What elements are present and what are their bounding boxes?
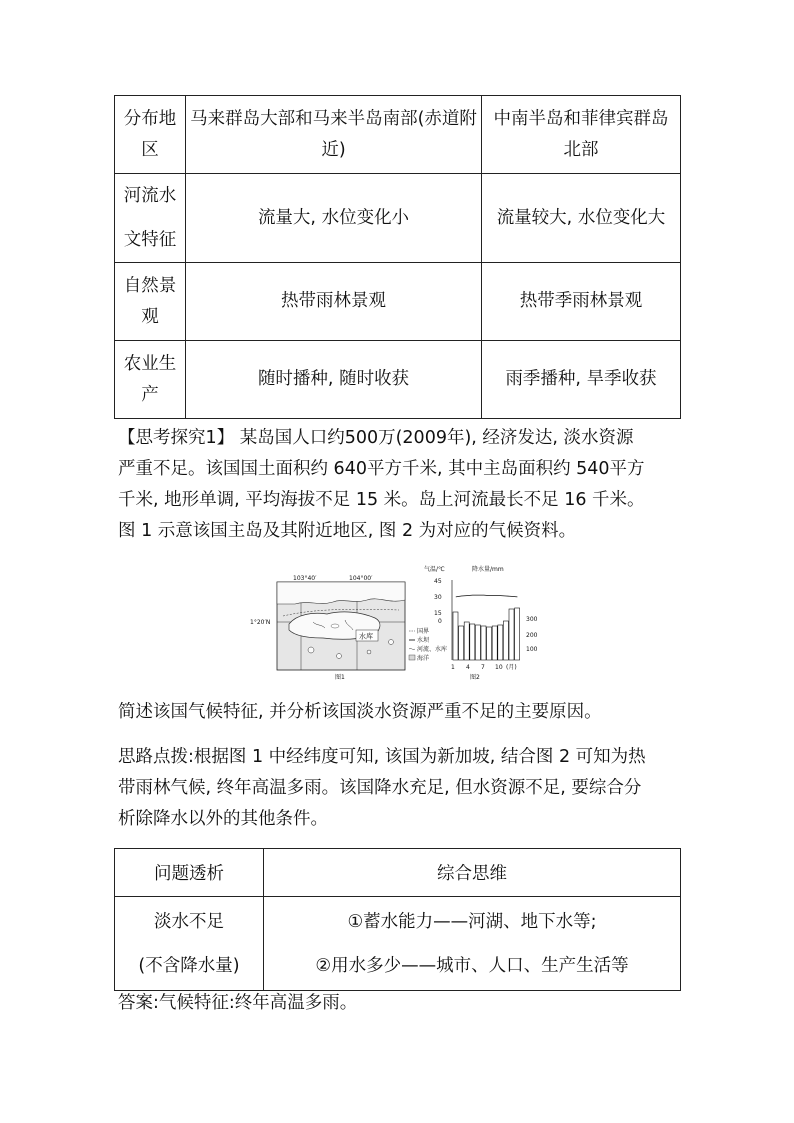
text-line: 析除降水以外的其他条件。 [118,809,328,829]
month-tick: 7 [481,664,485,671]
table-row [115,96,681,174]
figure-2-climate-chart [420,563,555,683]
table-cell [264,897,681,991]
lon-label: 103°40′ [293,575,317,582]
temp-tick: 15 [434,610,442,617]
cell-line: ①蓄水能力——河湖、地下水等; [347,911,597,932]
column-header: 综合思维 [264,849,681,897]
legend-border: 国界 [417,628,430,635]
text-line: 图 1 示意该国主岛及其附近地区, 图 2 为对应的气候资料。 [118,521,577,541]
table-row [115,341,681,419]
temp-tick: 30 [434,594,442,601]
table-row [115,174,681,263]
legend-dam: 水坝 [417,637,430,644]
text-line: 千米, 地形单调, 平均海拔不足 15 米。岛上河流最长不足 16 千米。 [118,490,645,510]
month-tick: 1 [451,664,455,671]
row-header: 河流水文特征 [115,174,186,263]
cell-line: 淡水不足 [154,911,224,932]
table-cell [115,897,264,991]
table-cell: 热带雨林景观 [186,263,482,341]
legend-sea: 海洋 [417,655,430,662]
table-cell: 流量大, 水位变化小 [186,174,482,263]
temp-tick: 0 [438,618,442,625]
table-row [115,263,681,341]
precip-tick: 200 [526,632,538,639]
temp-curve [456,595,518,597]
lat-label: 1°20′N [250,619,271,626]
precip-bar [503,621,508,660]
precip-tick: 300 [526,616,538,623]
question-text: 简述该国气候特征, 并分析该国淡水资源严重不足的主要原因。 [118,702,602,722]
precip-bar [464,622,469,660]
text-line: 思路点拨:根据图 1 中经纬度可知, 该国为新加坡, 结合图 2 可知为热 [118,747,646,767]
text-line: 带雨林气候, 终年高温多雨。该国降水充足, 但水资源不足, 要综合分 [118,778,642,798]
precip-bar [487,627,492,660]
figure-1-caption: 图1 [335,674,345,681]
precip-bar [453,612,458,660]
precip-bar [509,609,514,660]
explore-paragraph [118,423,678,547]
row-header: 分布地区 [115,96,186,174]
precip-tick: 100 [526,646,538,653]
row-header: 农业生产 [115,341,186,419]
text-line: 【思考探究1】 某岛国人口约500万(2009年), 经济发达, 淡水资源 [118,428,634,448]
table-cell: 雨季播种, 旱季收获 [482,341,681,419]
precip-bar [470,624,475,660]
month-tick: 10 [495,664,503,671]
precip-bar [481,626,486,660]
row-header: 自然景观 [115,263,186,341]
lon-label: 104°00′ [349,575,373,582]
table-header-row [115,849,681,897]
legend-river: 河流、水库 [417,646,448,653]
precip-bar [498,625,503,660]
region-comparison-table [114,95,681,419]
precip-bar [459,626,464,660]
table-cell: 流量较大, 水位变化大 [482,174,681,263]
table-cell: 中南半岛和菲律宾群岛北部 [482,96,681,174]
month-unit: (月) [506,664,517,671]
precip-bar [515,608,520,660]
table-row [115,897,681,991]
precip-bars [453,608,520,660]
temp-tick: 45 [434,578,442,585]
figure-1-map [249,570,449,682]
table-cell: 马来群岛大部和马来半岛南部(赤道附近) [186,96,482,174]
cell-line: (不含降水量) [138,955,240,976]
analysis-table [114,848,681,991]
precip-axis-label: 降水量/mm [472,566,504,573]
table-cell: 热带季雨林景观 [482,263,681,341]
month-tick: 4 [466,664,470,671]
answer-text: 答案:气候特征:终年高温多雨。 [118,993,358,1013]
table-cell: 随时播种, 随时收获 [186,341,482,419]
figure-2-caption: 图2 [470,674,480,681]
cell-line: ②用水多少——城市、人口、生产生活等 [315,955,629,976]
precip-bar [492,626,497,660]
text-line: 严重不足。该国国土面积约 640平方千米, 其中主岛面积约 540平方 [118,459,645,479]
precip-bar [475,625,480,660]
hint-paragraph [118,742,678,835]
temp-axis-label: 气温/℃ [424,566,445,573]
column-header: 问题透析 [115,849,264,897]
reservoir-label: 水库 [359,632,373,641]
